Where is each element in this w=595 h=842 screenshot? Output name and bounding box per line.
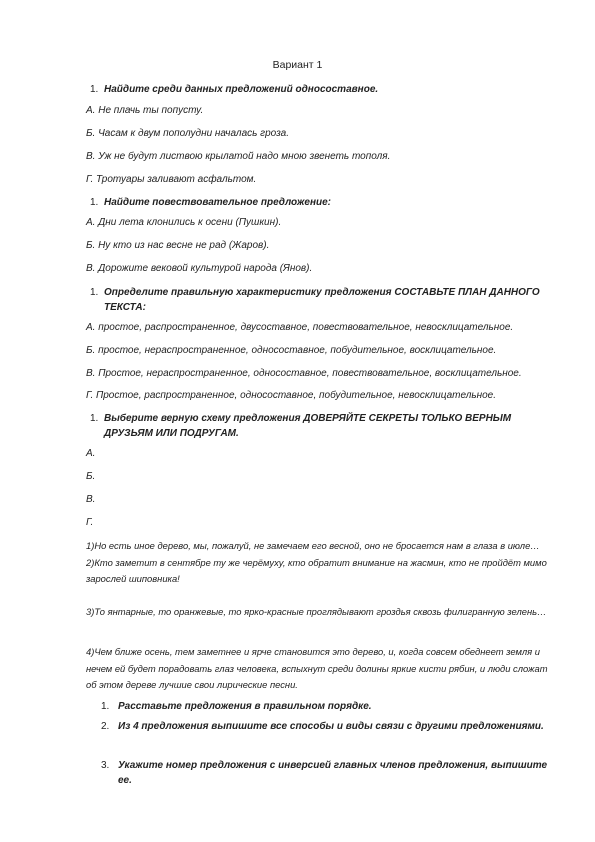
- q1-option-a: А. Не плачь ты попусту.: [86, 105, 204, 116]
- text-paragraph-4: 4)Чем ближе осень, тем заметнее и ярче становится это дерево, и, когда совсем обеднеет земля и нечем ей будет порадовать глаз человека, вспыхнут среди долины яркие кисти рябин, и люди сложат об этом дереве лучшие свои лирические песни.: [86, 646, 548, 690]
- q2-option-c: В. Дорожите вековой культурой народа (Янов).: [86, 263, 313, 274]
- question-text: Найдите среди данных предложений односоставное.: [104, 84, 379, 95]
- question-2: [90, 195, 544, 210]
- q2-option-b: Б. Ну кто из нас весне не рад (Жаров).: [86, 240, 270, 251]
- task-number: 3.: [101, 760, 110, 771]
- q3-option-b: Б. простое, нераспространенное, односоставное, побудительное, восклицательное.: [86, 345, 497, 356]
- page-title: Вариант 1: [272, 59, 323, 71]
- task-text: Укажите номер предложения с инверсией главных членов предложения, выпишите ее.: [118, 760, 548, 786]
- q1-option-d: Г. Тротуары заливают асфальтом.: [86, 174, 257, 185]
- question-number: 1.: [90, 413, 99, 424]
- q2-option-a: А. Дни лета клонились к осени (Пушкин).: [86, 217, 282, 228]
- q3-option-a: А. простое, распространенное, двусоставное, повествовательное, невосклицательное.: [86, 322, 514, 333]
- q1-option-c: В. Уж не будут листвою крылатой надо мною звенеть тополя.: [86, 151, 391, 162]
- q4-option-a: А.: [86, 448, 96, 459]
- question-text: Выберите верную схему предложения ДОВЕРЯЙТЕ СЕКРЕТЫ ТОЛЬКО ВЕРНЫМ ДРУЗЬЯМ ИЛИ ПОДРУГАМ.: [104, 413, 512, 439]
- q3-option-d: Г. Простое, распространенное, односоставное, побудительное, невосклицательное.: [86, 390, 496, 401]
- text-paragraph-1-2: [86, 538, 556, 588]
- task-text: Из 4 предложения выпишите все способы и виды связи с другими предложениями.: [118, 721, 544, 732]
- task-number: 2.: [101, 721, 110, 732]
- question-number: 1.: [90, 197, 99, 208]
- question-text: Найдите повествовательное предложение:: [104, 197, 331, 208]
- q3-option-c: В. Простое, нераспространенное, односоставное, повествовательное, восклицательное.: [86, 368, 522, 379]
- question-number: 1.: [90, 84, 99, 95]
- q4-option-c: В.: [86, 494, 96, 505]
- q4-option-b: Б.: [86, 471, 96, 482]
- text-paragraph-3: 3)То янтарные, то оранжевые, то ярко-красные проглядывают гроздья сквозь филигранную зелень…: [86, 606, 547, 617]
- question-1: [90, 82, 544, 97]
- question-text: Определите правильную характеристику предложения СОСТАВЬТЕ ПЛАН ДАННОГО ТЕКСТА:: [104, 287, 540, 313]
- text-paragraph: 2)Кто заметит в сентябре ту же черёмуху, кто обратит внимание на жасмин, кто не пройдёт мимо зарослей шиповника!: [86, 556, 547, 584]
- task-3: [101, 758, 548, 788]
- task-2: [101, 719, 548, 734]
- q4-option-d: Г.: [86, 517, 94, 528]
- task-text: Расставьте предложения в правильном порядке.: [118, 701, 372, 712]
- task-number: 1.: [101, 701, 110, 712]
- question-4: [90, 411, 544, 441]
- question-number: 1.: [90, 287, 99, 298]
- question-3: [90, 285, 544, 315]
- text-paragraph: 1)Но есть иное дерево, мы, пожалуй, не замечаем его весной, оно не бросается нам в глаза в июле…: [86, 540, 540, 551]
- q1-option-b: Б. Часам к двум пополудни началась гроза.: [86, 128, 289, 139]
- task-1: [101, 699, 548, 714]
